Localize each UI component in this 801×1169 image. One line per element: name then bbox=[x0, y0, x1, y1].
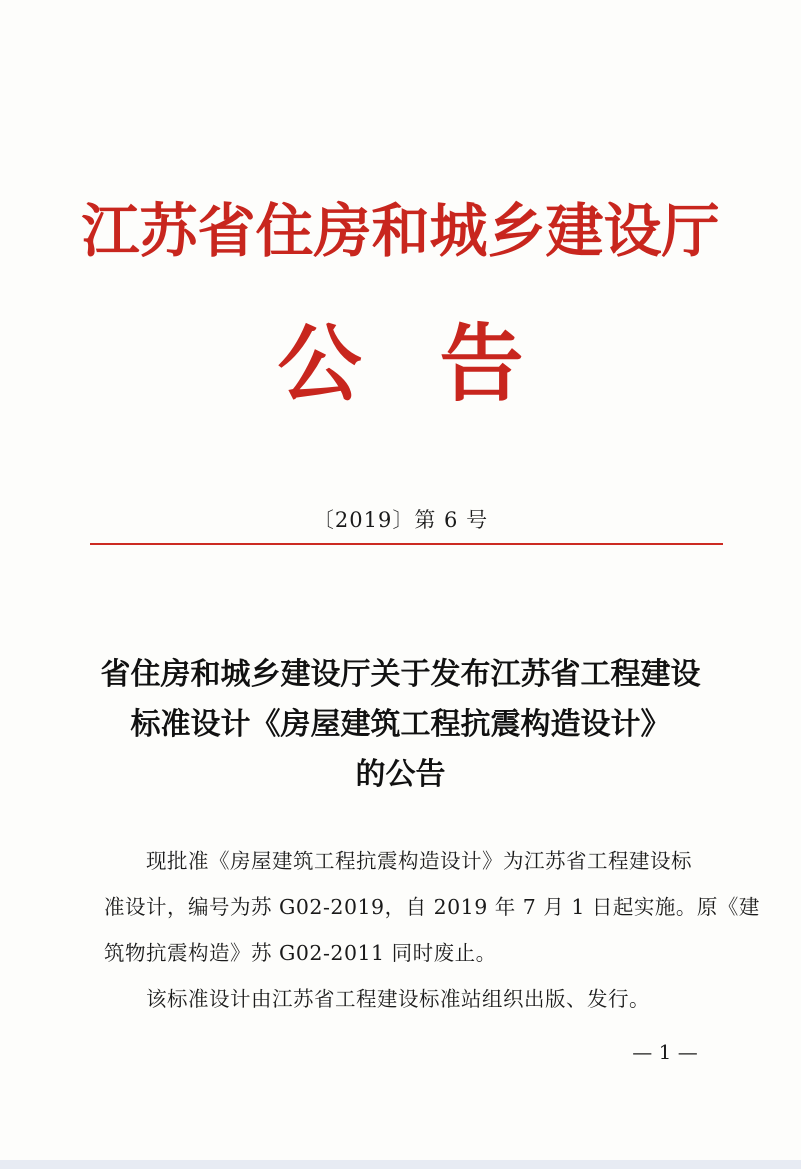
page-number: — 1 — bbox=[632, 1040, 698, 1064]
red-divider-line bbox=[90, 543, 723, 545]
announcement-body bbox=[104, 838, 760, 1022]
scan-edge-shade bbox=[0, 1160, 801, 1169]
issuer-name: 江苏省住房和城乡建设厅 bbox=[81, 197, 720, 265]
body-line-3: 筑物抗震构造》苏 G02-2011 同时废止。 bbox=[104, 941, 497, 965]
document-type-heading: 公告 bbox=[277, 314, 602, 413]
title-line-2: 标准设计《房屋建筑工程抗震构造设计》 bbox=[130, 707, 671, 742]
title-line-1: 省住房和城乡建设厅关于发布江苏省工程建设 bbox=[100, 657, 701, 692]
body-line-2: 准设计，编号为苏 G02-2019，自 2019 年 7 月 1 日起实施。原《建 bbox=[104, 895, 760, 919]
announcement-title bbox=[60, 650, 741, 800]
body-line-1: 现批准《房屋建筑工程抗震构造设计》为江苏省工程建设标 bbox=[104, 849, 692, 873]
body-line-4: 该标准设计由江苏省工程建设标准站组织出版、发行。 bbox=[104, 987, 650, 1011]
document-number: 〔2019〕第 6 号 bbox=[312, 508, 489, 532]
title-line-3: 的公告 bbox=[355, 757, 446, 792]
